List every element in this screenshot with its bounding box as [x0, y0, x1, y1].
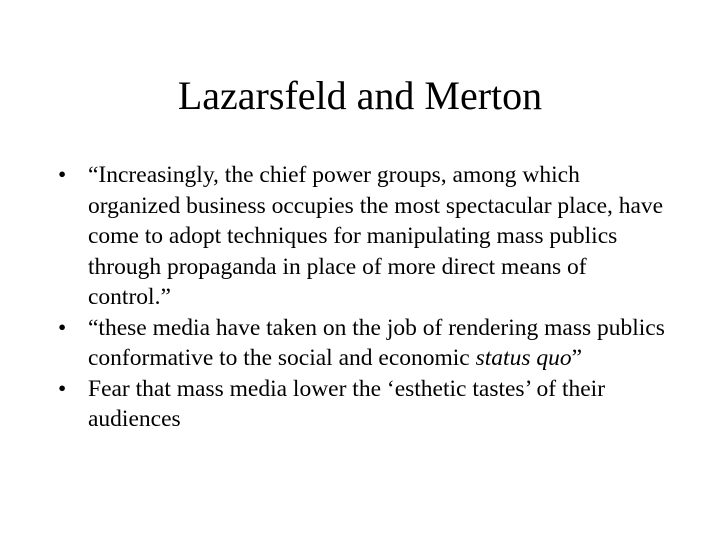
bullet-text — [88, 313, 668, 374]
bullet-icon: • — [58, 162, 67, 188]
bullet-text: “Increasingly, the chief power groups, among which organized business occupies the most spectacular place, have come to adopt techniques for manipulating mass publics through propaganda in place of more direct means of control.” — [88, 162, 664, 310]
bullet-text-after: ” — [571, 345, 583, 371]
bullet-list — [58, 160, 668, 435]
bullet-text-italic: status quo — [475, 345, 572, 371]
bullet-text-before: “these media have taken on the job of rendering mass publics conformative to the social and economic — [88, 314, 665, 371]
bullet-item-1 — [58, 160, 668, 313]
bullet-text: Fear that mass media lower the ‘esthetic tastes’ of their audiences — [88, 375, 606, 432]
bullet-item-2 — [58, 313, 668, 374]
bullet-icon: • — [58, 314, 67, 341]
bullet-icon: • — [58, 375, 67, 402]
slide-title: Lazarsfeld and Merton — [177, 73, 543, 118]
bullet-item-3 — [58, 374, 668, 435]
